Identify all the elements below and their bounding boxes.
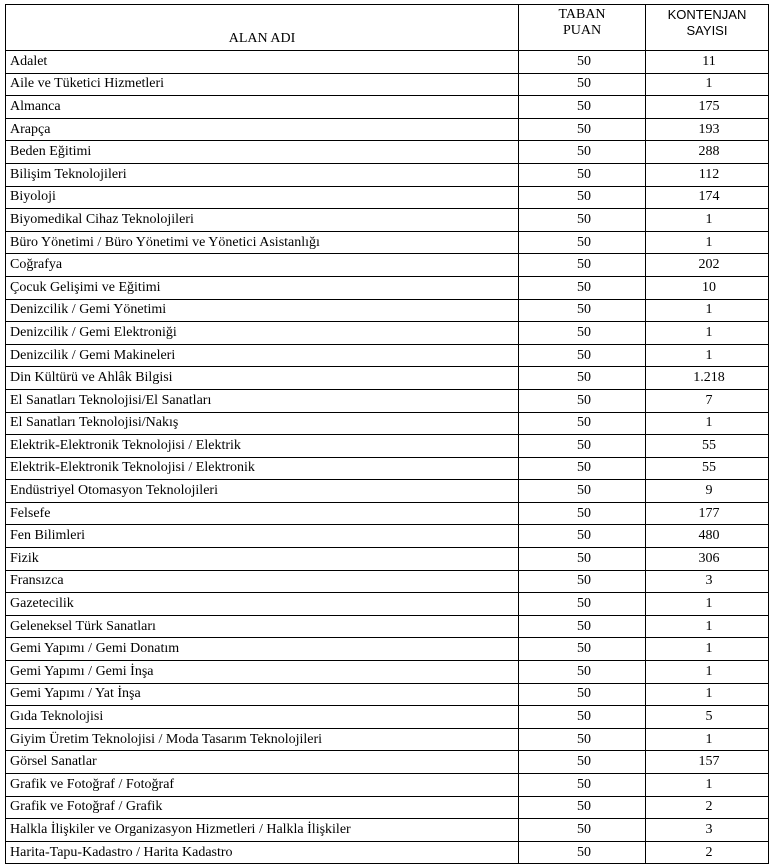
quota-cell: 9 [646,480,769,503]
quota-cell: 1 [646,638,769,661]
table-body [6,51,769,864]
table-row [6,231,769,254]
table-row [6,96,769,119]
table-row [6,186,769,209]
quota-cell: 1 [646,683,769,706]
field-name-cell: Almanca [6,96,519,119]
field-name-cell: Din Kültürü ve Ahlâk Bilgisi [6,367,519,390]
field-name-cell: Aile ve Tüketici Hizmetleri [6,73,519,96]
quota-cell: 1 [646,774,769,797]
header-quota-line2: SAYISI [686,23,728,38]
header-quota [646,5,769,51]
base-score-cell: 50 [519,163,646,186]
base-score-cell: 50 [519,344,646,367]
table-row [6,774,769,797]
field-name-cell: Biyomedikal Cihaz Teknolojileri [6,209,519,232]
table-row [6,548,769,571]
table-row [6,593,769,616]
field-name-cell: Denizcilik / Gemi Makineleri [6,344,519,367]
table-row [6,412,769,435]
field-name-cell: Arapça [6,118,519,141]
header-quota-line1: KONTENJAN [667,7,747,22]
quota-cell: 306 [646,548,769,571]
base-score-cell: 50 [519,841,646,864]
table-row [6,638,769,661]
quota-cell: 1 [646,299,769,322]
base-score-cell: 50 [519,73,646,96]
field-name-cell: Denizcilik / Gemi Elektroniği [6,322,519,345]
base-score-cell: 50 [519,706,646,729]
field-name-cell: Elektrik-Elektronik Teknolojisi / Elektrik [6,435,519,458]
base-score-cell: 50 [519,570,646,593]
table-row [6,389,769,412]
field-name-cell: Gazetecilik [6,593,519,616]
field-name-cell: Halkla İlişkiler ve Organizasyon Hizmetleri / Halkla İlişkiler [6,819,519,842]
table-row [6,615,769,638]
quota-cell: 11 [646,51,769,74]
base-score-cell: 50 [519,480,646,503]
quota-cell: 55 [646,457,769,480]
base-score-cell: 50 [519,322,646,345]
base-score-cell: 50 [519,548,646,571]
header-row [6,5,769,51]
table-row [6,661,769,684]
quota-cell: 177 [646,502,769,525]
field-name-cell: Büro Yönetimi / Büro Yönetimi ve Yönetici Asistanlığı [6,231,519,254]
base-score-cell: 50 [519,525,646,548]
table-row [6,344,769,367]
quota-cell: 174 [646,186,769,209]
field-name-cell: Biyoloji [6,186,519,209]
table-row [6,209,769,232]
table-row [6,706,769,729]
table-header [6,5,769,51]
base-score-cell: 50 [519,593,646,616]
field-name-cell: Gemi Yapımı / Gemi İnşa [6,661,519,684]
base-score-cell: 50 [519,96,646,119]
table-row [6,141,769,164]
base-score-cell: 50 [519,254,646,277]
base-score-cell: 50 [519,412,646,435]
field-name-cell: Grafik ve Fotoğraf / Grafik [6,796,519,819]
field-name-cell: Grafik ve Fotoğraf / Fotoğraf [6,774,519,797]
table-row [6,276,769,299]
base-score-cell: 50 [519,751,646,774]
header-base-score [519,5,646,51]
table-row [6,819,769,842]
field-name-cell: Beden Eğitimi [6,141,519,164]
base-score-cell: 50 [519,186,646,209]
field-name-cell: El Sanatları Teknolojisi/Nakış [6,412,519,435]
base-score-cell: 50 [519,51,646,74]
field-name-cell: Gemi Yapımı / Yat İnşa [6,683,519,706]
base-score-cell: 50 [519,502,646,525]
field-name-cell: Endüstriyel Otomasyon Teknolojileri [6,480,519,503]
field-name-cell: Fen Bilimleri [6,525,519,548]
quota-cell: 5 [646,706,769,729]
header-base-score-line1: TABAN [558,7,606,22]
header-field-name [6,5,519,51]
field-name-cell: Çocuk Gelişimi ve Eğitimi [6,276,519,299]
quota-cell: 1 [646,615,769,638]
table-row [6,480,769,503]
base-score-cell: 50 [519,796,646,819]
quota-cell: 1 [646,73,769,96]
field-name-cell: Fizik [6,548,519,571]
table-row [6,118,769,141]
table-row [6,525,769,548]
field-name-cell: Giyim Üretim Teknolojisi / Moda Tasarım Teknolojileri [6,728,519,751]
base-score-cell: 50 [519,389,646,412]
field-name-cell: Gıda Teknolojisi [6,706,519,729]
table-row [6,570,769,593]
base-score-cell: 50 [519,141,646,164]
base-score-cell: 50 [519,457,646,480]
quota-cell: 1 [646,322,769,345]
field-name-cell: Elektrik-Elektronik Teknolojisi / Elektronik [6,457,519,480]
table-row [6,73,769,96]
quota-cell: 175 [646,96,769,119]
table-row [6,502,769,525]
field-name-cell: El Sanatları Teknolojisi/El Sanatları [6,389,519,412]
quota-cell: 2 [646,841,769,864]
quota-cell: 10 [646,276,769,299]
field-name-cell: Coğrafya [6,254,519,277]
quota-cell: 1 [646,209,769,232]
base-score-cell: 50 [519,638,646,661]
table-row [6,322,769,345]
base-score-cell: 50 [519,683,646,706]
quota-cell: 1 [646,593,769,616]
table-row [6,728,769,751]
quota-cell: 112 [646,163,769,186]
header-field-name-label: ALAN ADI [228,31,296,46]
quota-cell: 7 [646,389,769,412]
quota-cell: 480 [646,525,769,548]
quota-cell: 157 [646,751,769,774]
base-score-cell: 50 [519,209,646,232]
table-row [6,796,769,819]
quota-cell: 3 [646,819,769,842]
base-score-cell: 50 [519,118,646,141]
base-score-cell: 50 [519,435,646,458]
table-row [6,683,769,706]
table-row [6,841,769,864]
quota-cell: 1 [646,344,769,367]
field-name-cell: Gemi Yapımı / Gemi Donatım [6,638,519,661]
base-score-cell: 50 [519,661,646,684]
base-score-cell: 50 [519,276,646,299]
base-score-cell: 50 [519,615,646,638]
table-row [6,435,769,458]
table-row [6,163,769,186]
table-row [6,457,769,480]
base-score-cell: 50 [519,231,646,254]
field-name-cell: Fransızca [6,570,519,593]
quota-cell: 1 [646,661,769,684]
quota-cell: 288 [646,141,769,164]
base-score-cell: 50 [519,367,646,390]
quota-cell: 1 [646,412,769,435]
quota-cell: 1 [646,231,769,254]
table-row [6,751,769,774]
field-name-cell: Denizcilik / Gemi Yönetimi [6,299,519,322]
table-row [6,254,769,277]
base-score-cell: 50 [519,299,646,322]
field-name-cell: Görsel Sanatlar [6,751,519,774]
field-name-cell: Adalet [6,51,519,74]
field-name-cell: Geleneksel Türk Sanatları [6,615,519,638]
table-row [6,367,769,390]
field-name-cell: Harita-Tapu-Kadastro / Harita Kadastro [6,841,519,864]
table-row [6,299,769,322]
quota-cell: 1 [646,728,769,751]
table-row [6,51,769,74]
field-name-cell: Bilişim Teknolojileri [6,163,519,186]
quota-table [5,4,769,864]
quota-cell: 2 [646,796,769,819]
base-score-cell: 50 [519,728,646,751]
quota-cell: 1.218 [646,367,769,390]
quota-cell: 55 [646,435,769,458]
quota-cell: 3 [646,570,769,593]
quota-cell: 193 [646,118,769,141]
base-score-cell: 50 [519,774,646,797]
header-base-score-line2: PUAN [562,23,602,38]
base-score-cell: 50 [519,819,646,842]
quota-cell: 202 [646,254,769,277]
field-name-cell: Felsefe [6,502,519,525]
